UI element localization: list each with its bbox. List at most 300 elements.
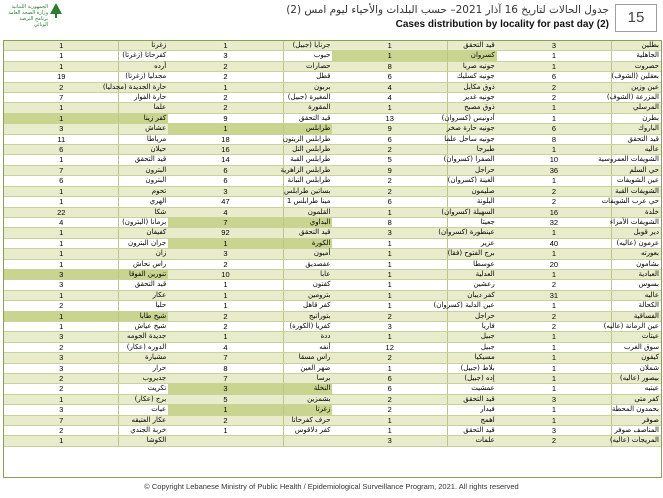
logo-line: وزارة الصحة العامة (8, 10, 48, 16)
case-count: 1 (168, 124, 283, 134)
locality-name: ددة (283, 332, 332, 342)
case-count: 14 (168, 155, 283, 165)
case-count: 1 (332, 269, 447, 279)
locality-name: سوق الغرب (612, 342, 661, 352)
locality-name: أميون (283, 249, 332, 259)
table-row (4, 207, 661, 217)
case-count: 1 (4, 155, 119, 165)
case-count: 7 (4, 415, 119, 425)
locality-name: أرده (119, 61, 168, 71)
case-count: 2 (497, 186, 612, 196)
case-count: 1 (4, 238, 119, 248)
locality-name: جونيه غدير (447, 93, 496, 103)
case-count: 2 (4, 374, 119, 384)
locality-name: تنورين الفوقا (119, 269, 168, 279)
locality-name: دير قوبل (612, 228, 661, 238)
locality-name: البترون (119, 165, 168, 175)
locality-name: عيتيه (612, 384, 661, 394)
locality-name: الشويفات القبة (612, 186, 661, 196)
locality-name: شيخ عياش (119, 321, 168, 331)
table-row (4, 61, 661, 71)
case-count: 1 (4, 436, 119, 446)
case-count: 1 (332, 207, 447, 217)
locality-name: رعشين (447, 280, 496, 290)
case-count: 8 (497, 134, 612, 144)
locality-name: تكريت (119, 384, 168, 394)
case-count: 1 (497, 145, 612, 155)
case-count: 3 (168, 51, 283, 61)
locality-name: الهري (119, 197, 168, 207)
case-count: 1 (332, 426, 447, 436)
locality-name: عرمون (عاليه) (612, 238, 661, 248)
table-row (4, 165, 661, 175)
case-count: 5 (332, 155, 447, 165)
case-count: 31 (497, 290, 612, 300)
locality-name: زغرتا (283, 405, 332, 415)
case-count: 1 (4, 321, 119, 331)
locality-name: قيد التحقق (119, 155, 168, 165)
case-count: 7 (4, 93, 119, 103)
case-count: 2 (4, 426, 119, 436)
locality-name: قيد التحقق (119, 280, 168, 290)
table-row (4, 103, 661, 113)
table-row (4, 113, 661, 123)
case-count: 1 (497, 61, 612, 71)
table-row (4, 374, 661, 384)
locality-name: عين الدلبة (كسروان) (433, 301, 495, 310)
locality-name: النخلة (283, 384, 332, 394)
locality-name: كفريا (الكورة) (283, 321, 332, 331)
case-count: 1 (497, 51, 612, 61)
table-row (4, 238, 661, 248)
table-row (4, 249, 661, 259)
case-count: 1 (497, 332, 612, 342)
case-count: 2 (497, 311, 612, 321)
logo-line: برنامج الترصد الوبائي (19, 16, 48, 28)
locality-name: البداوي (283, 217, 332, 227)
locality-name: المقورة (283, 103, 332, 113)
locality-name: الكورة (283, 238, 332, 248)
locality-name: زغرتا (119, 41, 168, 51)
logo-text (4, 4, 48, 28)
table-row (4, 145, 661, 155)
title-arabic: جدول الحالات لتاريخ 16 آذار 2021– حسب البلدات والأحياء ليوم امس (2) (286, 4, 609, 16)
locality-name: مسيكيا (447, 353, 496, 363)
case-count: 1 (168, 301, 283, 311)
locality-name: برج الفتوح (فقا) (447, 249, 495, 258)
locality-name: حصروت (612, 61, 661, 71)
case-count: 2 (332, 353, 447, 363)
case-count: 2 (497, 436, 612, 446)
case-count: 4 (168, 342, 283, 352)
case-count: 9 (168, 113, 283, 123)
case-count: 2 (497, 280, 612, 290)
locality-name: البترون (119, 176, 168, 186)
locality-name: بطلين (612, 41, 661, 51)
case-count: 12 (332, 342, 447, 352)
locality-name: بترومين (283, 290, 332, 300)
case-count: 1 (168, 82, 283, 92)
case-count: 8 (332, 217, 447, 227)
case-count: 1 (4, 103, 119, 113)
case-count: 8 (168, 363, 283, 373)
case-count: 1 (4, 41, 119, 51)
case-count: 3 (497, 394, 612, 404)
case-count: 1 (4, 290, 119, 300)
case-count: 3 (168, 384, 283, 394)
case-count: 6 (497, 124, 612, 134)
locality-name: قيد التحقق (612, 134, 661, 144)
locality-name: حرف كفرحاتا (283, 415, 332, 425)
locality-name (283, 436, 332, 446)
locality-name: عكار (119, 290, 168, 300)
case-count: 2 (4, 82, 119, 92)
locality-name: السهيلة (كسروان) (441, 207, 495, 216)
locality-name: الجاهلية (612, 51, 661, 61)
locality-name: بطرن (612, 113, 661, 123)
case-count: 4 (168, 207, 283, 217)
locality-name: كفر ديبان (447, 290, 496, 300)
locality-name: كفر متى (612, 394, 661, 404)
locality-name: كسروان (447, 51, 496, 61)
case-count: 3 (4, 269, 119, 279)
locality-name: ذوق مكايل (447, 82, 496, 92)
cedar-emblem-icon (48, 2, 64, 20)
locality-name: بلاط (جبيل) (447, 363, 496, 373)
case-count: 2 (332, 176, 447, 186)
table-row (4, 415, 661, 425)
locality-name: مرياطا (119, 134, 168, 144)
locality-name: عوسطا (447, 259, 496, 269)
locality-name: عمشيت (447, 384, 496, 394)
case-count: 1 (497, 342, 612, 352)
case-count: 11 (4, 134, 119, 144)
page-number: 15 (615, 4, 657, 32)
case-count: 2 (332, 145, 447, 155)
locality-name: حي السلم (612, 165, 661, 175)
case-count: 2 (4, 342, 119, 352)
locality-name: طرابلس (283, 124, 332, 134)
table-row (4, 259, 661, 269)
table-row (4, 269, 661, 279)
table-row (4, 197, 661, 207)
table-row (4, 342, 661, 352)
locality-name: عزير (447, 238, 496, 248)
locality-name: بتوراتيج (283, 311, 332, 321)
locality-name: جعيتا (447, 217, 496, 227)
case-count: 1 (497, 176, 612, 186)
table-row (4, 363, 661, 373)
locality-name: جديدة الجومه (119, 332, 168, 342)
locality-name: المناصف صوفر (612, 426, 661, 436)
locality-name: عاليه (612, 290, 661, 300)
locality-name: عين وزين (612, 82, 661, 92)
case-count: 1 (4, 197, 119, 207)
table-row (4, 426, 661, 436)
case-count: 22 (4, 207, 119, 217)
locality-name: طرابلس التبانة (283, 176, 332, 186)
case-count (168, 436, 283, 446)
locality-name: حارة الجديدة (مجدليا) (102, 82, 167, 91)
table-row (4, 41, 661, 51)
case-count: 2 (332, 394, 447, 404)
locality-name: راس نحاش (119, 259, 168, 269)
case-count: 40 (497, 238, 612, 248)
case-count: 1 (332, 332, 447, 342)
table-row (4, 72, 661, 82)
case-count: 1 (497, 405, 612, 415)
case-count: 4 (4, 217, 119, 227)
case-count: 6 (168, 176, 283, 186)
case-count: 1 (4, 113, 119, 123)
locality-name: حراجل (447, 311, 496, 321)
locality-name: قطل (283, 72, 332, 82)
case-count: 1 (332, 290, 447, 300)
case-count: 1 (4, 311, 119, 321)
case-count: 13 (332, 113, 447, 123)
locality-name: خلدة (612, 207, 661, 217)
case-count: 6 (332, 384, 447, 394)
case-count: 1 (332, 301, 447, 311)
locality-name: طرابلس القبة (283, 155, 332, 165)
table-row (4, 436, 661, 446)
case-count: 1 (168, 426, 283, 436)
locality-name: عابا (283, 269, 332, 279)
locality-name: مجدليا (زغرتا) (119, 72, 168, 82)
table-row (4, 82, 661, 92)
locality-name: علما (119, 103, 168, 113)
locality-name: طبرجا (447, 145, 496, 155)
case-count: 2 (168, 103, 283, 113)
locality-name: ضهر العين (283, 363, 332, 373)
locality-name: الدوره (عكار) (119, 342, 168, 352)
case-count: 1 (497, 415, 612, 425)
copyright-footer: © Copyright Lebanese Ministry of Public Health / Epidemiological Surveillance Program, 2021. All rights reserved (144, 482, 519, 491)
locality-name: برمانا (البترون) (119, 217, 168, 227)
case-count: 1 (168, 238, 283, 248)
locality-name: تحوم (119, 186, 168, 196)
locality-name: كفر قاهل (283, 301, 332, 311)
locality-name: الكحالة (612, 301, 661, 311)
case-count: 3 (168, 186, 283, 196)
case-count: 6 (332, 72, 447, 82)
case-count: 3 (4, 124, 119, 134)
case-count: 3 (4, 405, 119, 415)
case-count: 3 (4, 280, 119, 290)
case-count: 6 (168, 165, 283, 175)
locality-name: قيد التحقق (283, 228, 332, 238)
case-count: 2 (332, 186, 447, 196)
locality-name: علمات (447, 436, 496, 446)
locality-name: بعقلين (الشوف) (611, 72, 659, 81)
locality-name: صليمون (447, 186, 496, 196)
locality-name: اهمج (447, 415, 496, 425)
locality-name: القلمون (283, 207, 332, 217)
locality-name: حارة الفوار (119, 93, 168, 103)
locality-name: جبيل (447, 342, 496, 352)
case-count: 10 (497, 155, 612, 165)
locality-name: الفساقية (612, 311, 661, 321)
locality-name: جونيه حارة صخر (446, 124, 495, 133)
locality-name: عفصديق (283, 259, 332, 269)
case-count: 6 (4, 145, 119, 155)
locality-name: بربون (283, 82, 332, 92)
case-count: 2 (168, 415, 283, 425)
title-english: Cases distribution by locality for past day (2) (395, 19, 609, 30)
case-count: 2 (497, 321, 612, 331)
case-count: 3 (497, 426, 612, 436)
case-count: 2 (497, 82, 612, 92)
locality-name: برسا (283, 374, 332, 384)
locality-name: شملان (612, 363, 661, 373)
case-count: 47 (168, 197, 283, 207)
case-count: 7 (168, 217, 283, 227)
locality-name: كفرحاتا (زغرتا) (119, 51, 168, 61)
locality-name: زان (119, 249, 168, 259)
table-row (4, 394, 661, 404)
case-count: 16 (168, 145, 283, 155)
locality-name: البلونة (447, 197, 496, 207)
case-count: 3 (497, 41, 612, 51)
locality-name: صوفر (612, 415, 661, 425)
locality-name: الغينة (كسروان) (447, 176, 495, 185)
locality-name: جونيه ساحل علما (444, 134, 495, 143)
locality-name: مينا طرابلس 1 (283, 197, 332, 207)
locality-name: أدونيس (كسروان) (441, 113, 495, 122)
locality-name: المريجات (عاليه) (609, 436, 659, 445)
case-count: 1 (332, 51, 447, 61)
table-row (4, 290, 661, 300)
locality-name: حصارات (283, 61, 332, 71)
case-count: 2 (168, 72, 283, 82)
locality-name: جران البترون (119, 238, 168, 248)
locality-name: حبوب (283, 51, 332, 61)
locality-name: عين الشويفات (612, 176, 661, 186)
locality-name: طرابلس الزيتون (282, 134, 331, 143)
case-count: 10 (168, 269, 283, 279)
locality-name: جديروب (119, 374, 168, 384)
locality-name: فيدار (447, 405, 496, 415)
case-count: 2 (497, 197, 612, 207)
case-count: 3 (4, 363, 119, 373)
table-row (4, 51, 661, 61)
case-count: 1 (332, 259, 447, 269)
case-count: 2 (332, 311, 447, 321)
locality-name: بساتين طرابلس (283, 186, 331, 195)
case-count: 2 (168, 93, 283, 103)
locality-name: الكوشا (119, 436, 168, 446)
locality-name: كفتون (283, 280, 332, 290)
case-count: 6 (332, 374, 447, 384)
case-count: 1 (497, 228, 612, 238)
locality-name: عاليه (612, 145, 661, 155)
case-count: 1 (497, 384, 612, 394)
locality-name: بعورته (612, 249, 661, 259)
locality-name: طرابلس التل (283, 145, 332, 155)
locality-name: جونيه كسليك (447, 72, 496, 82)
case-count: 2 (168, 311, 283, 321)
case-count: 1 (4, 186, 119, 196)
locality-name: قيد التحقق (447, 41, 496, 51)
case-count: 1 (497, 249, 612, 259)
locality-name: بشمزين (283, 394, 332, 404)
locality-name: المغيرة (جبيل) (283, 93, 332, 103)
table-row (4, 93, 661, 103)
case-count: 1 (4, 394, 119, 404)
case-count: 4 (332, 93, 447, 103)
case-count: 3 (4, 332, 119, 342)
case-count: 3 (4, 353, 119, 363)
locality-name: بيصور (عاليه) (612, 374, 661, 384)
ministry-logo (4, 2, 64, 32)
case-count: 1 (168, 280, 283, 290)
locality-name: عين الرمانة (عاليه) (603, 321, 659, 330)
case-count: 1 (497, 301, 612, 311)
case-count: 1 (4, 228, 119, 238)
locality-name: بسوس (612, 280, 661, 290)
case-count: 4 (332, 82, 447, 92)
locality-name: جرنايا (جبيل) (283, 41, 332, 51)
case-count: 2 (332, 405, 447, 415)
table-row (4, 155, 661, 165)
table-row (4, 124, 661, 134)
locality-name: خربة الجندي (119, 426, 168, 436)
case-count: 8 (332, 61, 447, 71)
locality-name: مشيارة (119, 353, 168, 363)
locality-name: عيات (119, 405, 168, 415)
case-count: 1 (332, 249, 447, 259)
table-row (4, 280, 661, 290)
case-count: 3 (168, 249, 283, 259)
case-count: 1 (497, 353, 612, 363)
case-count: 2 (168, 259, 283, 269)
locality-name: طرابلس الزاهرية (280, 165, 331, 174)
locality-name: الباروك (612, 124, 661, 134)
table-row (4, 301, 661, 311)
case-count: 9 (332, 124, 447, 134)
locality-name: قيد التحقق (447, 394, 496, 404)
case-count: 3 (332, 321, 447, 331)
locality-name: الصفرا (كسروان) (443, 155, 495, 164)
case-count: 9 (332, 165, 447, 175)
case-count: 36 (497, 165, 612, 175)
table-row (4, 332, 661, 342)
case-count: 1 (332, 280, 447, 290)
case-count: 2 (4, 301, 119, 311)
case-count: 1 (168, 405, 283, 415)
case-count: 6 (497, 72, 612, 82)
case-count: 1 (4, 249, 119, 259)
locality-name: أنفه (283, 342, 332, 352)
table-row (4, 228, 661, 238)
case-count: 6 (332, 197, 447, 207)
case-count: 1 (497, 374, 612, 384)
case-count: 6 (4, 176, 119, 186)
locality-name: عينطورة (كسروان) (438, 228, 495, 237)
case-count: 1 (332, 363, 447, 373)
case-count: 7 (168, 353, 283, 363)
case-count: 1 (497, 363, 612, 373)
locality-name: ذوق مصبح (447, 103, 496, 113)
table-row (4, 353, 661, 363)
locality-name: الشويفات الأمراء (609, 217, 659, 226)
case-count: 2 (497, 93, 612, 103)
case-count: 6 (332, 134, 447, 144)
locality-name: حراجل (447, 165, 496, 175)
case-count: 2 (4, 384, 119, 394)
case-count: 1 (332, 238, 447, 248)
locality-name: كفيفان (119, 228, 168, 238)
